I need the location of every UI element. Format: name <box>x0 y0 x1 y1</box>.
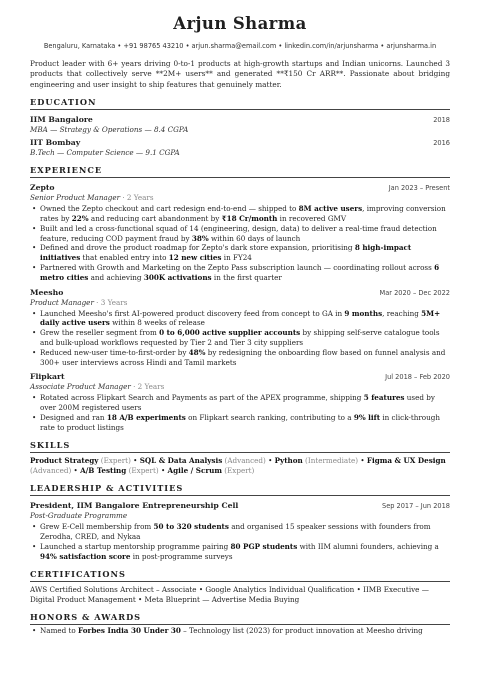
job-duration: · 2 Years <box>130 382 165 392</box>
bullet-item: • Owned the Zepto checkout and cart redesign end-to-end — shipped to 8M active users, improving conversion rates by 22% and reducing cart abandonment by ₹18 Cr/month in recovered GMV <box>40 204 450 224</box>
school-name: IIM Bangalore <box>30 115 93 125</box>
leadership-heading: LEADERSHIP & ACTIVITIES <box>30 483 450 496</box>
company-name: Meesho <box>30 287 64 297</box>
job-role-line <box>30 193 450 203</box>
bullet-item: • Named to Forbes India 30 Under 30 – Technology list (2023) for product innovation at Meesho driving <box>40 626 450 636</box>
skill-level: (Intermediate) <box>302 455 359 465</box>
bullet-item: • Launched a startup mentorship programme pairing 80 PGP students with IIM alumni founders, achieving a 94% satisfaction score in post-programme surveys <box>40 542 450 562</box>
degree: B.Tech — Computer Science — 9.1 CGPA <box>30 148 180 158</box>
skill-level: (Advanced) <box>222 455 266 465</box>
skill-name: Figma & UX Design <box>366 455 446 465</box>
job-role-line <box>30 298 450 308</box>
grad-year: 2016 <box>433 139 450 148</box>
job-bullets <box>30 393 450 432</box>
education-item-iitb-head <box>30 138 450 148</box>
education-list <box>30 115 450 158</box>
job-dates: Jan 2023 – Present <box>388 184 450 193</box>
leadership-header <box>30 501 450 511</box>
bullet-item: • Built and led a cross-functional squad of 14 (engineering, design, data) to deliver a real-time fraud detection feature, reducing COD payment fraud by 38% within 60 days of launch <box>40 224 450 244</box>
skill-separator: • <box>71 465 81 475</box>
degree: MBA — Strategy & Operations — 8.4 CGPA <box>30 125 189 135</box>
skill-separator: • <box>358 455 367 465</box>
grad-year: 2018 <box>433 116 450 125</box>
job-header <box>30 372 450 382</box>
bullet-item: • Defined and drove the product roadmap for Zepto's dark store expansion, prioritising 8 high-impact initiatives that enabled entry into 12 new cities in FY24 <box>40 243 450 263</box>
certifications-text: AWS Certified Solutions Architect – Associate • Google Analytics Individual Qualification • IIMB Executive — Digital Product Management • Meta Blueprint — Advertise Media Buying <box>30 584 429 604</box>
job-bullets <box>30 204 450 282</box>
leadership-dates: Sep 2017 – Jun 2018 <box>382 502 450 511</box>
bullet-item: • Designed and ran 18 A/B experiments on Flipkart search ranking, contributing to a 9% lift in click-through rate to product listings <box>40 413 450 433</box>
bullet-item: • Launched Meesho's first AI-powered product discovery feed from concept to GA in 9 months, reaching 5M+ daily active users within 8 weeks of release <box>40 309 450 329</box>
certifications-heading: CERTIFICATIONS <box>30 569 450 582</box>
contact-line: Bengaluru, Karnataka • +91 98765 43210 • arjun.sharma@email.com • linkedin.com/in/arjunsharma • arjunsharma.in <box>43 42 437 50</box>
job-role: Product Manager <box>30 297 94 307</box>
bullet-item: • Partnered with Growth and Marketing on the Zepto Pass subscription launch — coordinating rollout across 6 metro cities and achieving 300K activations in the first quarter <box>40 263 450 283</box>
job-role: Senior Product Manager <box>30 193 121 203</box>
skill-separator: • <box>265 455 275 465</box>
company-name: Flipkart <box>30 372 65 382</box>
experience-heading: EXPERIENCE <box>30 165 450 178</box>
job-bullets <box>30 309 450 368</box>
job-dates: Jul 2018 – Feb 2020 <box>385 373 450 382</box>
education-heading: EDUCATION <box>30 97 450 110</box>
skill-name: Product Strategy <box>30 455 99 465</box>
education-item-iimb-head <box>30 115 450 125</box>
candidate-name: Arjun Sharma <box>173 14 307 33</box>
job-duration: · 3 Years <box>93 297 128 307</box>
experience-meesho <box>30 288 450 368</box>
bullet-item: • Reduced new-user time-to-first-order by 48% by redesigning the onboarding flow based on funnel analysis and 300+ user interviews across Hindi and Tamil markets <box>40 348 450 368</box>
leadership-sub: Post-Graduate Programme <box>30 511 128 521</box>
bullet-item: • Rotated across Flipkart Search and Payments as part of the APEX programme, shipping 5 features used by over 200M registered users <box>40 393 450 413</box>
experience-zepto <box>30 183 450 282</box>
skill-level: (Expert) <box>221 465 255 475</box>
skill-name: SQL & Data Analysis <box>139 455 223 465</box>
skill-separator: • <box>158 465 168 475</box>
experience-flipkart <box>30 372 450 432</box>
honors-heading: HONORS & AWARDS <box>30 612 450 625</box>
job-role: Associate Product Manager <box>30 382 131 392</box>
job-role-line <box>30 382 450 392</box>
leadership-bullets <box>30 522 450 561</box>
job-dates: Mar 2020 – Dec 2022 <box>379 288 450 297</box>
bullet-item: • Grew E-Cell membership from 50 to 320 students and organised 15 speaker sessions with founders from Zerodha, CRED, and Nykaa <box>40 522 450 542</box>
honors-bullets <box>30 626 450 636</box>
skill-name: Agile / Scrum <box>167 465 222 475</box>
skill-level: (Expert) <box>126 465 159 475</box>
bullet-item: • Grew the reseller segment from 0 to 6,000 active supplier accounts by shipping self-serve catalogue tools and bulk-upload workflows requested by Tier 2 and Tier 3 city suppliers <box>40 328 450 348</box>
skill-name: A/B Testing <box>80 465 127 475</box>
skill-separator: • <box>130 455 140 465</box>
company-name: Zepto <box>30 183 55 193</box>
skill-level: (Advanced) <box>30 465 72 475</box>
skills-heading: SKILLS <box>30 440 450 453</box>
leadership-entry <box>30 501 450 561</box>
skills-list <box>30 456 450 477</box>
summary: Product leader with 6+ years driving 0-to-1 products at high-growth startups and Indian unicorns. Launched 3 products that collectively serve **2M+ users** and generated **₹150 Cr ARR**. Passionate about bridging engineering and user insight to ship features that genuinely matter. <box>30 59 450 89</box>
job-header <box>30 288 450 298</box>
skill-level: (Expert) <box>98 455 131 465</box>
skill-name: Python <box>274 455 303 465</box>
school-name: IIT Bombay <box>30 138 81 148</box>
job-header <box>30 183 450 193</box>
leadership-title: President, IIM Bangalore Entrepreneurship Cell <box>30 501 239 511</box>
job-duration: · 2 Years <box>120 193 154 203</box>
